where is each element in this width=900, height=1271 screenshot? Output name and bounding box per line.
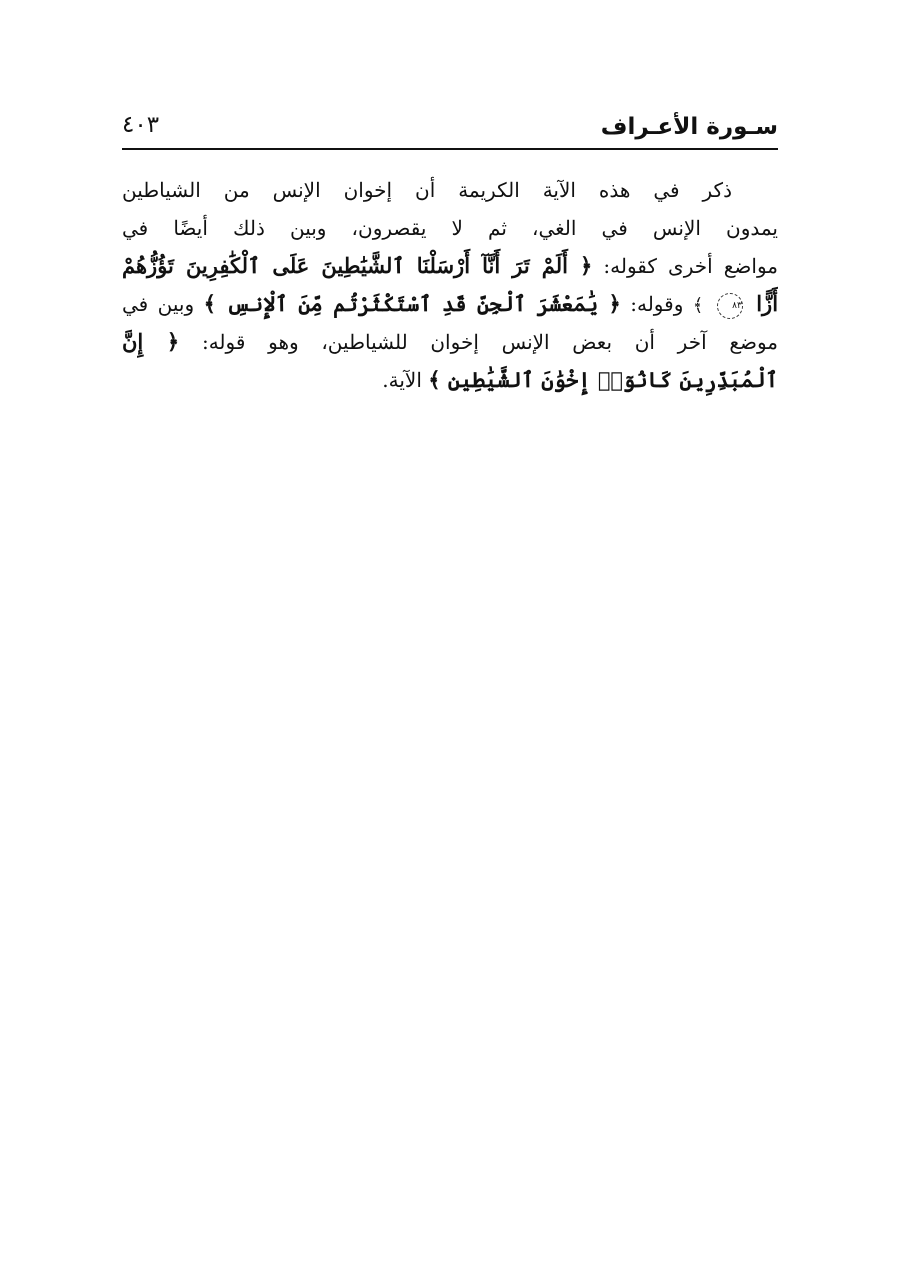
text-line-4-tail: وبين في <box>122 292 195 316</box>
text-line-4-plain: وقوله: <box>630 292 684 316</box>
text-line-6 <box>122 361 778 399</box>
quran-closing-bracket: ﴾ <box>692 295 704 316</box>
surah-title: سـورة الأعـراف <box>600 114 778 140</box>
quran-verse-1-end: أَزًّا <box>756 291 778 316</box>
text-line-1-content: ذكر في هذه الآية الكريمة أن إخوان الإنس من الشياطين <box>122 178 732 202</box>
text-line-4 <box>122 285 778 323</box>
text-line-3 <box>122 247 778 285</box>
commentary-text <box>122 171 778 399</box>
text-line-3-plain: مواضع أخرى كقوله: <box>603 254 778 278</box>
page-number: ٤٠٣ <box>122 112 160 138</box>
quran-verse-3-end: ٱلْمُبَذِّرِينَ كَانُوٓا۟ إِخْوَٰنَ ٱلشَّيَٰطِينِ ﴾ <box>428 367 778 392</box>
text-line-5 <box>122 323 778 361</box>
text-line-2-content: يمدون الإنس في الغي، ثم لا يقصرون، وبين ذلك أيضًا في <box>122 216 778 240</box>
text-line-1 <box>122 171 778 209</box>
ayah-number-marker: ٨٣ <box>717 293 743 319</box>
text-line-5-plain: موضع آخر أن بعض الإنس إخوان للشياطين، وهو قوله: <box>201 330 778 354</box>
page-header <box>122 108 778 150</box>
quran-verse-1-start: ﴿ أَلَمْ تَرَ أَنَّآ أَرْسَلْنَا ٱلشَّيَٰطِينَ عَلَى ٱلْكَٰفِرِينَ تَؤُزُّهُمْ <box>122 253 593 278</box>
text-line-6-tail: الآية. <box>382 368 422 392</box>
quran-verse-3-start: ﴿ إِنَّ <box>122 329 180 354</box>
quran-verse-2: ﴿ يَٰمَعْشَرَ ٱلْجِنِّ قَدِ ٱسْتَكْثَرْتُم مِّنَ ٱلْإِنسِ ﴾ <box>203 291 621 316</box>
text-line-2 <box>122 209 778 247</box>
